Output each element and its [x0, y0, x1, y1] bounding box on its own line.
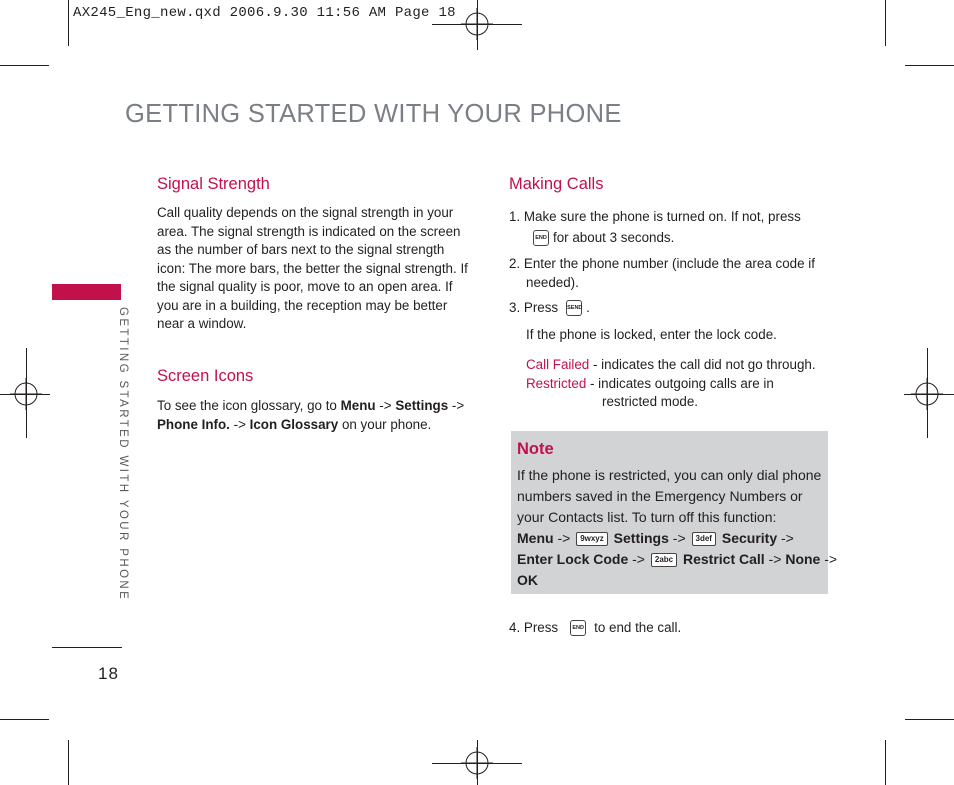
- side-section-label: GETTING STARTED WITH YOUR PHONE: [117, 307, 129, 602]
- step-1: 1. Make sure the phone is turned on. If not, press END for about 3 seconds.: [509, 209, 801, 245]
- end-key-icon: END: [570, 620, 586, 636]
- section-tab: [52, 284, 121, 300]
- screen-icons-heading: Screen Icons: [157, 367, 254, 385]
- making-calls-heading: Making Calls: [509, 175, 604, 193]
- crop-mark: [885, 740, 886, 785]
- crop-mark: [0, 394, 50, 395]
- restricted-definition: Restricted - indicates outgoing calls are in: [526, 376, 774, 391]
- three-key-icon: 3def: [692, 532, 716, 546]
- note-title: Note: [517, 440, 554, 458]
- nine-key-icon: 9wxyz: [576, 532, 608, 546]
- file-slug: AX245_Eng_new.qxd 2006.9.30 11:56 AM Page 18: [73, 5, 456, 21]
- crop-mark: [885, 0, 886, 46]
- screen-icons-text: To see the icon glossary, go to Menu -> Settings -> Phone Info. -> Icon Glossary on your phone.: [157, 398, 465, 432]
- crop-mark: [477, 740, 478, 785]
- crop-mark: [26, 348, 27, 438]
- crop-mark: [68, 0, 69, 46]
- crop-mark: [905, 719, 954, 720]
- crop-mark: [477, 0, 478, 50]
- crop-mark: [905, 65, 954, 66]
- step-4: 4. Press END to end the call.: [509, 620, 682, 635]
- call-failed-definition: Call Failed - indicates the call did not go through.: [526, 357, 816, 372]
- page-title: GETTING STARTED WITH YOUR PHONE: [125, 100, 622, 128]
- crop-mark: [927, 348, 928, 438]
- restricted-definition-cont: restricted mode.: [602, 394, 699, 409]
- step-3: 3. Press SEND .: [509, 300, 590, 315]
- crop-mark: [904, 394, 954, 395]
- note-text: If the phone is restricted, you can only dial phone numbers saved in the Emergency Numbers or your Contacts list. To turn off this function: Menu -> 9wxyz Settings -> 3def Security -> Enter Lock Code -> 2abc Restrict Call -> None -> OK: [517, 467, 838, 588]
- crop-mark: [68, 740, 69, 785]
- page-number: 18: [98, 664, 119, 683]
- signal-strength-heading: Signal Strength: [157, 175, 270, 193]
- divider: [52, 647, 122, 648]
- crop-mark: [0, 719, 49, 720]
- two-key-icon: 2abc: [651, 553, 677, 567]
- lock-note: If the phone is locked, enter the lock code.: [526, 327, 777, 342]
- signal-strength-text: Call quality depends on the signal strength in your area. The signal strength is indicated on the screen as the number of bars next to the signal strength icon: The more bars, the better the signal strength. If the signal quality is poor, move to an open area. If you are in a building, the reception may be better near a window.: [157, 205, 468, 331]
- step-2: 2. Enter the phone number (include the area code if needed).: [509, 256, 815, 290]
- send-key-icon: SEND: [566, 300, 582, 316]
- crop-mark: [0, 65, 49, 66]
- end-key-icon: END: [533, 230, 549, 246]
